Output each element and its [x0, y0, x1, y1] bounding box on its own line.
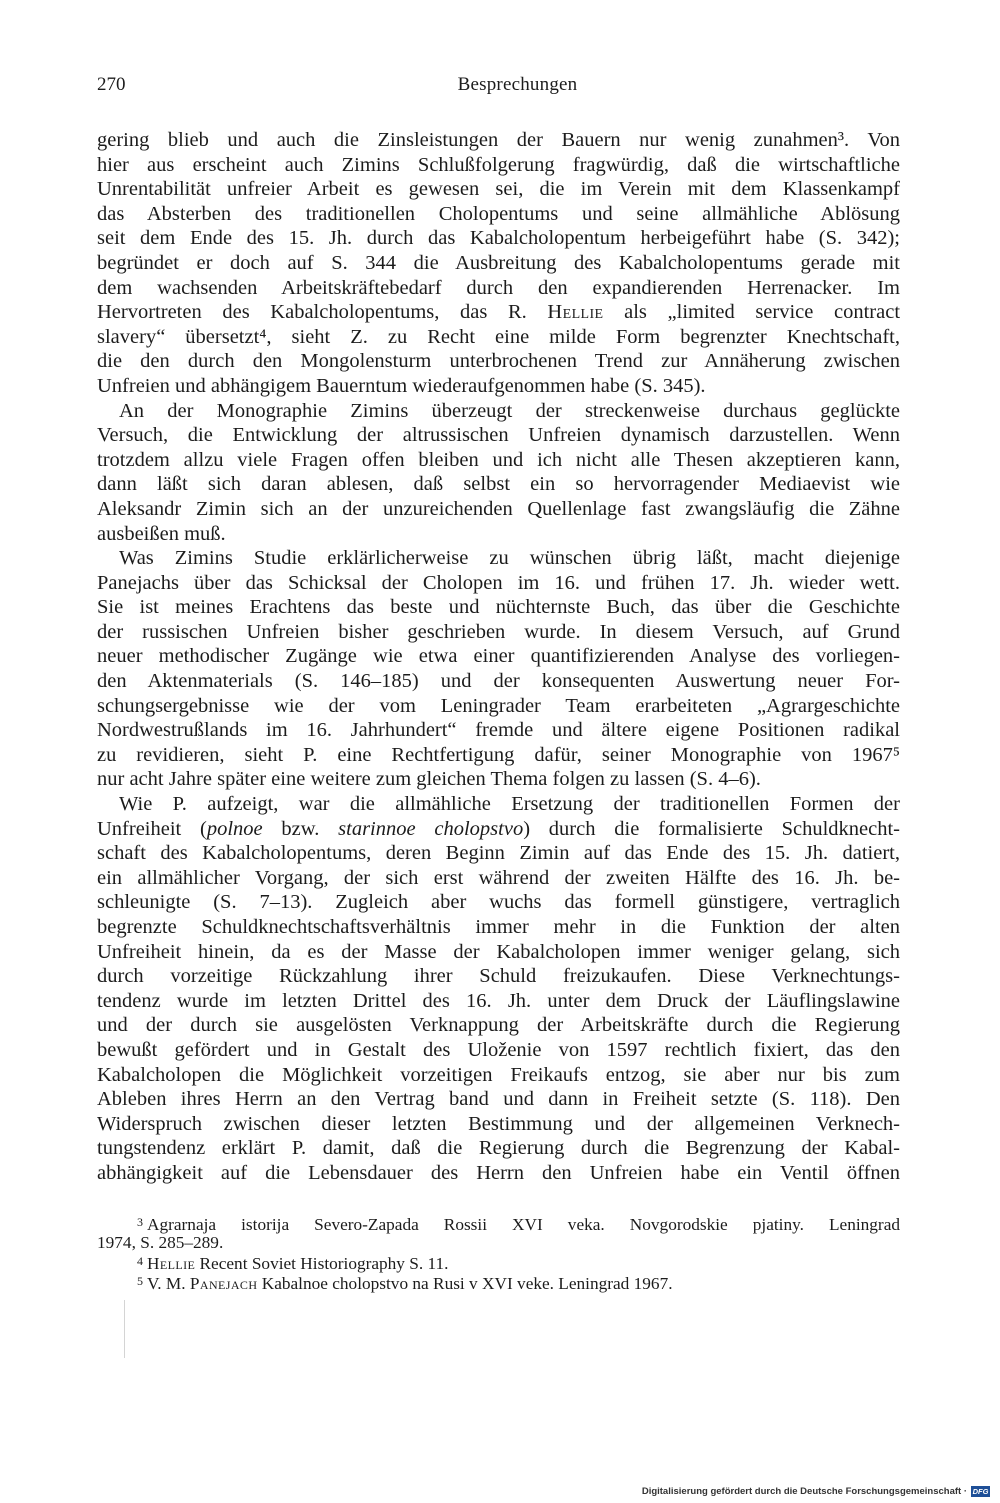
text-line: abhängigkeit auf die Lebensdauer des Herrn den Unfreien habe ein Ventil öffnen [97, 1161, 900, 1184]
text-line: der russischen Unfreien bisher geschrieben wurde. In diesem Versuch, auf Grund [97, 620, 900, 643]
text-line: Unrentabilität unfreier Arbeit es gewesen sei, die im Verein mit dem Klassenkampf [97, 178, 900, 201]
text-line: Ableben ihres Herrn an den Vertrag band und dann in Freiheit setzte (S. 118). Den [97, 1088, 900, 1111]
text-line: nur acht Jahre später eine weitere zum gleichen Thema folgen zu lassen (S. 4–6). [97, 768, 761, 791]
digitization-credit: Digitalisierung gefördert durch die Deutsche Forschungsgemeinschaft · [641, 1486, 967, 1497]
text-line: dann läßt sich daran ablesen, daß selbst ein so hervorragender Mediaevist wie [97, 473, 900, 496]
text-line: tungstendenz erklärt P. damit, daß die Regierung durch die Begrenzung der Kabal- [97, 1137, 900, 1160]
footnote-3 [97, 1213, 900, 1233]
text-line: seit dem Ende des 15. Jh. durch das Kabalcholopentum herbeigeführt habe (S. 342); [97, 227, 900, 250]
footnote-text: Agrarnaja istorija Severo-Zapada Rossii XVI veka. Novgorodskie pjatiny. Leningrad [147, 1215, 900, 1234]
text-line: Unfreien und abhängigem Bauerntum wiederaufgenommen habe (S. 345). [97, 374, 706, 397]
text-line: hier aus erscheint auch Zimins Schlußfolgerung fragwürdig, daß die wirtschaftliche [97, 153, 900, 176]
text-line: Wie P. aufzeigt, war die allmähliche Ersetzung der traditionellen Formen der [119, 793, 900, 816]
text-line: begründet er doch auf S. 344 die Ausbreitung des Kabalcholopentums gerade mit [97, 251, 900, 274]
author-name: Hellie [147, 1254, 196, 1274]
footnote-3-continued: 1974, S. 285–289. [97, 1232, 224, 1252]
line-segment: Unfreiheit ( [97, 817, 207, 840]
text-line-with-author [97, 300, 900, 325]
footnote-4 [97, 1252, 900, 1272]
text-line: tendenz wurde im letzten Drittel des 16. Jh. unter dem Druck der Läuflingslawine [97, 989, 900, 1012]
text-line: schleunigte (S. 7–13). Zugleich aber wuchs das formell günstigere, vertraglich [97, 891, 900, 914]
footnote-5 [97, 1272, 900, 1292]
text-line: schaft des Kabalcholopentums, deren Beginn Zimin auf das Ende des 15. Jh. datiert, [97, 842, 900, 865]
digitization-footer [642, 1486, 990, 1497]
footnote-number: 4 [137, 1254, 143, 1269]
text-line: neuer methodischer Zugänge wie etwa einer quantifizierenden Analyse des vorliegen- [97, 645, 900, 668]
footnote-text: Recent Soviet Historiography S. 11. [195, 1254, 449, 1274]
russian-term: starinnoe cholopstvo [338, 817, 524, 840]
text-line: Was Zimins Studie erklärlicherweise zu wünschen übrig läßt, macht diejenige [119, 547, 900, 570]
text-line: zu revidieren, sieht P. eine Rechtfertigung dafür, seiner Monographie von 1967⁵ [97, 743, 900, 766]
text-line: Versuch, die Entwicklung der altrussischen Unfreien dynamisch darzustellen. Wenn [97, 424, 900, 447]
text-line: Nordwestrußlands im 16. Jahrhundert“ fremde und ältere eigene Positionen radikal [97, 719, 900, 742]
text-line: gering blieb und auch die Zinsleistungen der Bauern nur wenig zunahmen³. Von [97, 129, 900, 151]
text-line: Widerspruch zwischen dieser letzten Bestimmung und der allgemeinen Verknech- [97, 1112, 900, 1135]
text-line-with-terms [97, 817, 900, 842]
text-line: Kabalcholopen die Möglichkeit vorzeitigen Freikaufs entzog, sie aber nur bis zum [97, 1063, 900, 1086]
text-line: Unfreiheit hinein, da es der Masse der Kabalcholopen immer weniger gelang, sich [97, 940, 900, 963]
footnote-number: 5 [137, 1273, 143, 1288]
author-name: Hellie [547, 301, 604, 324]
line-segment: als „limited service contract [603, 301, 901, 324]
margin-rule [124, 1300, 125, 1358]
text-line: ein allmählicher Vorgang, der sich erst während der zweiten Hälfte des 16. Jh. be- [97, 866, 900, 889]
text-line: Panejachs über das Schicksal der Cholopen im 16. und frühen 17. Jh. wieder wett. [97, 571, 900, 594]
text-line: begrenzte Schuldknechtschaftsverhältnis immer mehr in die Funktion der alten [97, 916, 900, 938]
footnote-text: Kabalnoe cholopstvo na Rusi v XVI veke. Leningrad 1967. [257, 1273, 673, 1293]
footnote-number: 3 [137, 1215, 143, 1229]
page-header [97, 74, 900, 102]
page-number: 270 [97, 74, 126, 95]
text-line: den Aktenmaterials (S. 146–185) und der konsequenten Auswertung neuer For- [97, 670, 900, 693]
text-line: ausbeißen muß. [97, 522, 226, 545]
body-text [97, 128, 900, 1186]
text-line: und der durch sie ausgelösten Verknappung der Arbeitskräfte durch die Regierung [97, 1014, 900, 1037]
text-line: trotzdem allzu viele Fragen offen bleiben und ich nicht alle Thesen akzeptieren kann, [97, 448, 900, 471]
text-line: die den durch den Mongolensturm unterbrochenen Trend zur Annäherung zwischen [97, 350, 900, 373]
text-line: schungsergebnisse wie der vom Leningrader Team erarbeiteten „Agrargeschichte [97, 694, 900, 717]
dfg-logo-icon: DFG [972, 1487, 989, 1496]
text-line: dem wachsenden Arbeitskräftebedarf durch den expandierenden Herrenacker. Im [97, 276, 900, 299]
footnote-text: V. M. [147, 1273, 190, 1293]
russian-term: polnoe [206, 817, 263, 840]
text-line: bewußt gefördert und in Gestalt des Uloženie von 1597 rechtlich fixiert, das den [97, 1038, 900, 1061]
text-line: durch vorzeitige Rückzahlung ihrer Schuld freizukaufen. Diese Verknechtungs- [97, 965, 900, 988]
running-head: Besprechungen [457, 74, 578, 95]
author-name: Panejach [189, 1273, 258, 1293]
line-segment: ) durch die formalisierte Schuldknecht- [523, 817, 900, 840]
text-line: Sie ist meines Erachtens das beste und nüchternste Buch, das über die Geschichte [97, 596, 900, 619]
text-line: slavery“ übersetzt⁴, sieht Z. zu Recht eine milde Form begrenzter Knechtschaft, [97, 325, 900, 348]
text-line: das Absterben des traditionellen Cholopentums und seine allmähliche Ablösung [97, 202, 900, 225]
text-line: An der Monographie Zimins überzeugt der streckenweise durchaus geglückte [119, 399, 900, 422]
footnotes [97, 1213, 900, 1291]
line-segment: Hervortreten des Kabalcholopentums, das R. [97, 301, 527, 324]
text-line: Aleksandr Zimin sich an der unzureichenden Quellenlage fast zwangsläufig die Zähne [97, 497, 900, 520]
line-segment: bzw. [262, 817, 339, 840]
